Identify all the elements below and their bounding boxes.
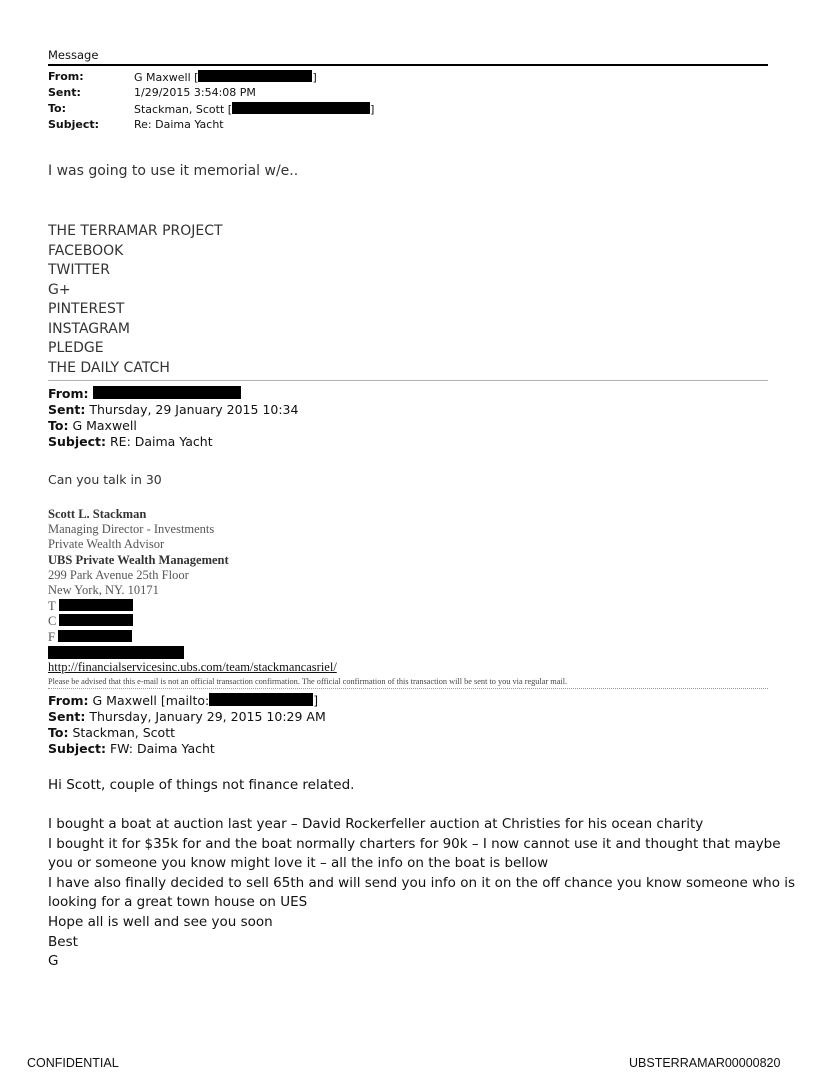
sig-phone-t: T: [48, 599, 133, 614]
signature-link[interactable]: THE DAILY CATCH: [48, 359, 170, 376]
to-label: To:: [48, 102, 66, 115]
sig-address-2: New York, NY. 10171: [48, 583, 159, 597]
msg3-subject: Subject: FW: Daima Yacht: [48, 741, 215, 756]
msg3-sent: Sent: Thursday, January 29, 2015 10:29 AM: [48, 709, 326, 724]
from-value: G Maxwell [ ]: [134, 71, 317, 84]
footer-confidential: CONFIDENTIAL: [27, 1056, 119, 1070]
signature-link[interactable]: INSTAGRAM: [48, 320, 130, 337]
signature-link[interactable]: PINTEREST: [48, 301, 125, 317]
msg3-body-line: you or someone you know might love it – all the info on the boat is bellow: [48, 855, 549, 872]
sig-title-1: Managing Director - Investments: [48, 522, 215, 536]
sent-label: Sent:: [48, 86, 81, 99]
msg3-from: From: G Maxwell [mailto: ]: [48, 693, 319, 708]
msg2-to: To: G Maxwell: [48, 418, 137, 433]
subject-label: Subject:: [48, 118, 100, 131]
redaction-block: [59, 599, 133, 611]
sig-company: UBS Private Wealth Management: [48, 553, 229, 567]
sig-phone-c: C: [48, 614, 133, 629]
redaction-block: [48, 646, 184, 659]
msg3-body-line: looking for a great town house on UES: [48, 894, 308, 911]
sig-url-link[interactable]: http://financialservicesinc.ubs.com/team/stackmancasriel/: [48, 660, 337, 674]
signature-link[interactable]: TWITTER: [48, 262, 110, 278]
document-label: Message: [48, 48, 99, 62]
msg2-sent: Sent: Thursday, 29 January 2015 10:34: [48, 402, 299, 417]
signature-link[interactable]: G+: [48, 281, 71, 298]
redaction-block: [93, 386, 241, 399]
signature-link[interactable]: FACEBOOK: [48, 242, 124, 259]
msg3-body-line: Best: [48, 933, 78, 950]
subject-value: Re: Daima Yacht: [134, 118, 224, 131]
redaction-block: [198, 70, 312, 82]
sig-name: Scott L. Stackman: [48, 507, 147, 521]
sent-value: 1/29/2015 3:54:08 PM: [134, 86, 256, 99]
redaction-block: [232, 102, 370, 114]
separator-line: [48, 688, 768, 689]
sig-phone-f: F: [48, 630, 132, 645]
msg2-body: Can you talk in 30: [48, 472, 162, 487]
msg3-body-line: I bought it for $35k for and the boat normally charters for 90k – I now cannot use it and thought that maybe: [48, 835, 781, 852]
msg3-greeting: Hi Scott, couple of things not finance related.: [48, 777, 355, 793]
msg3-body-line: Hope all is well and see you soon: [48, 914, 273, 930]
sig-disclaimer: Please be advised that this e-mail is not an official transaction confirmation. The official confirmation of this transaction will be sent to you via regular mail.: [48, 677, 568, 686]
msg2-from: From:: [48, 386, 241, 401]
sig-address-1: 299 Park Avenue 25th Floor: [48, 568, 189, 582]
reply-body: I was going to use it memorial w/e..: [48, 163, 299, 179]
msg3-body-line: I have also finally decided to sell 65th and will send you info on it on the off chance you know someone who is: [48, 874, 796, 891]
separator-line: [48, 380, 768, 381]
msg3-body-line: I bought a boat at auction last year – David Rockerfeller auction at Christies for his ocean charity: [48, 816, 704, 832]
msg3-body-line: G: [48, 953, 59, 970]
redaction-block: [58, 630, 132, 642]
redaction-block: [59, 614, 133, 626]
footer-bates-number: UBSTERRAMAR00000820: [629, 1056, 781, 1070]
from-label: From:: [48, 70, 84, 83]
msg3-to: To: Stackman, Scott: [48, 725, 176, 740]
msg2-subject: Subject: RE: Daima Yacht: [48, 434, 213, 449]
redaction-block: [209, 693, 313, 706]
to-value: Stackman, Scott [ ]: [134, 103, 375, 116]
header-rule: [48, 64, 768, 66]
signature-link[interactable]: PLEDGE: [48, 340, 104, 356]
signature-link[interactable]: THE TERRAMAR PROJECT: [48, 223, 223, 239]
sig-title-2: Private Wealth Advisor: [48, 537, 165, 551]
